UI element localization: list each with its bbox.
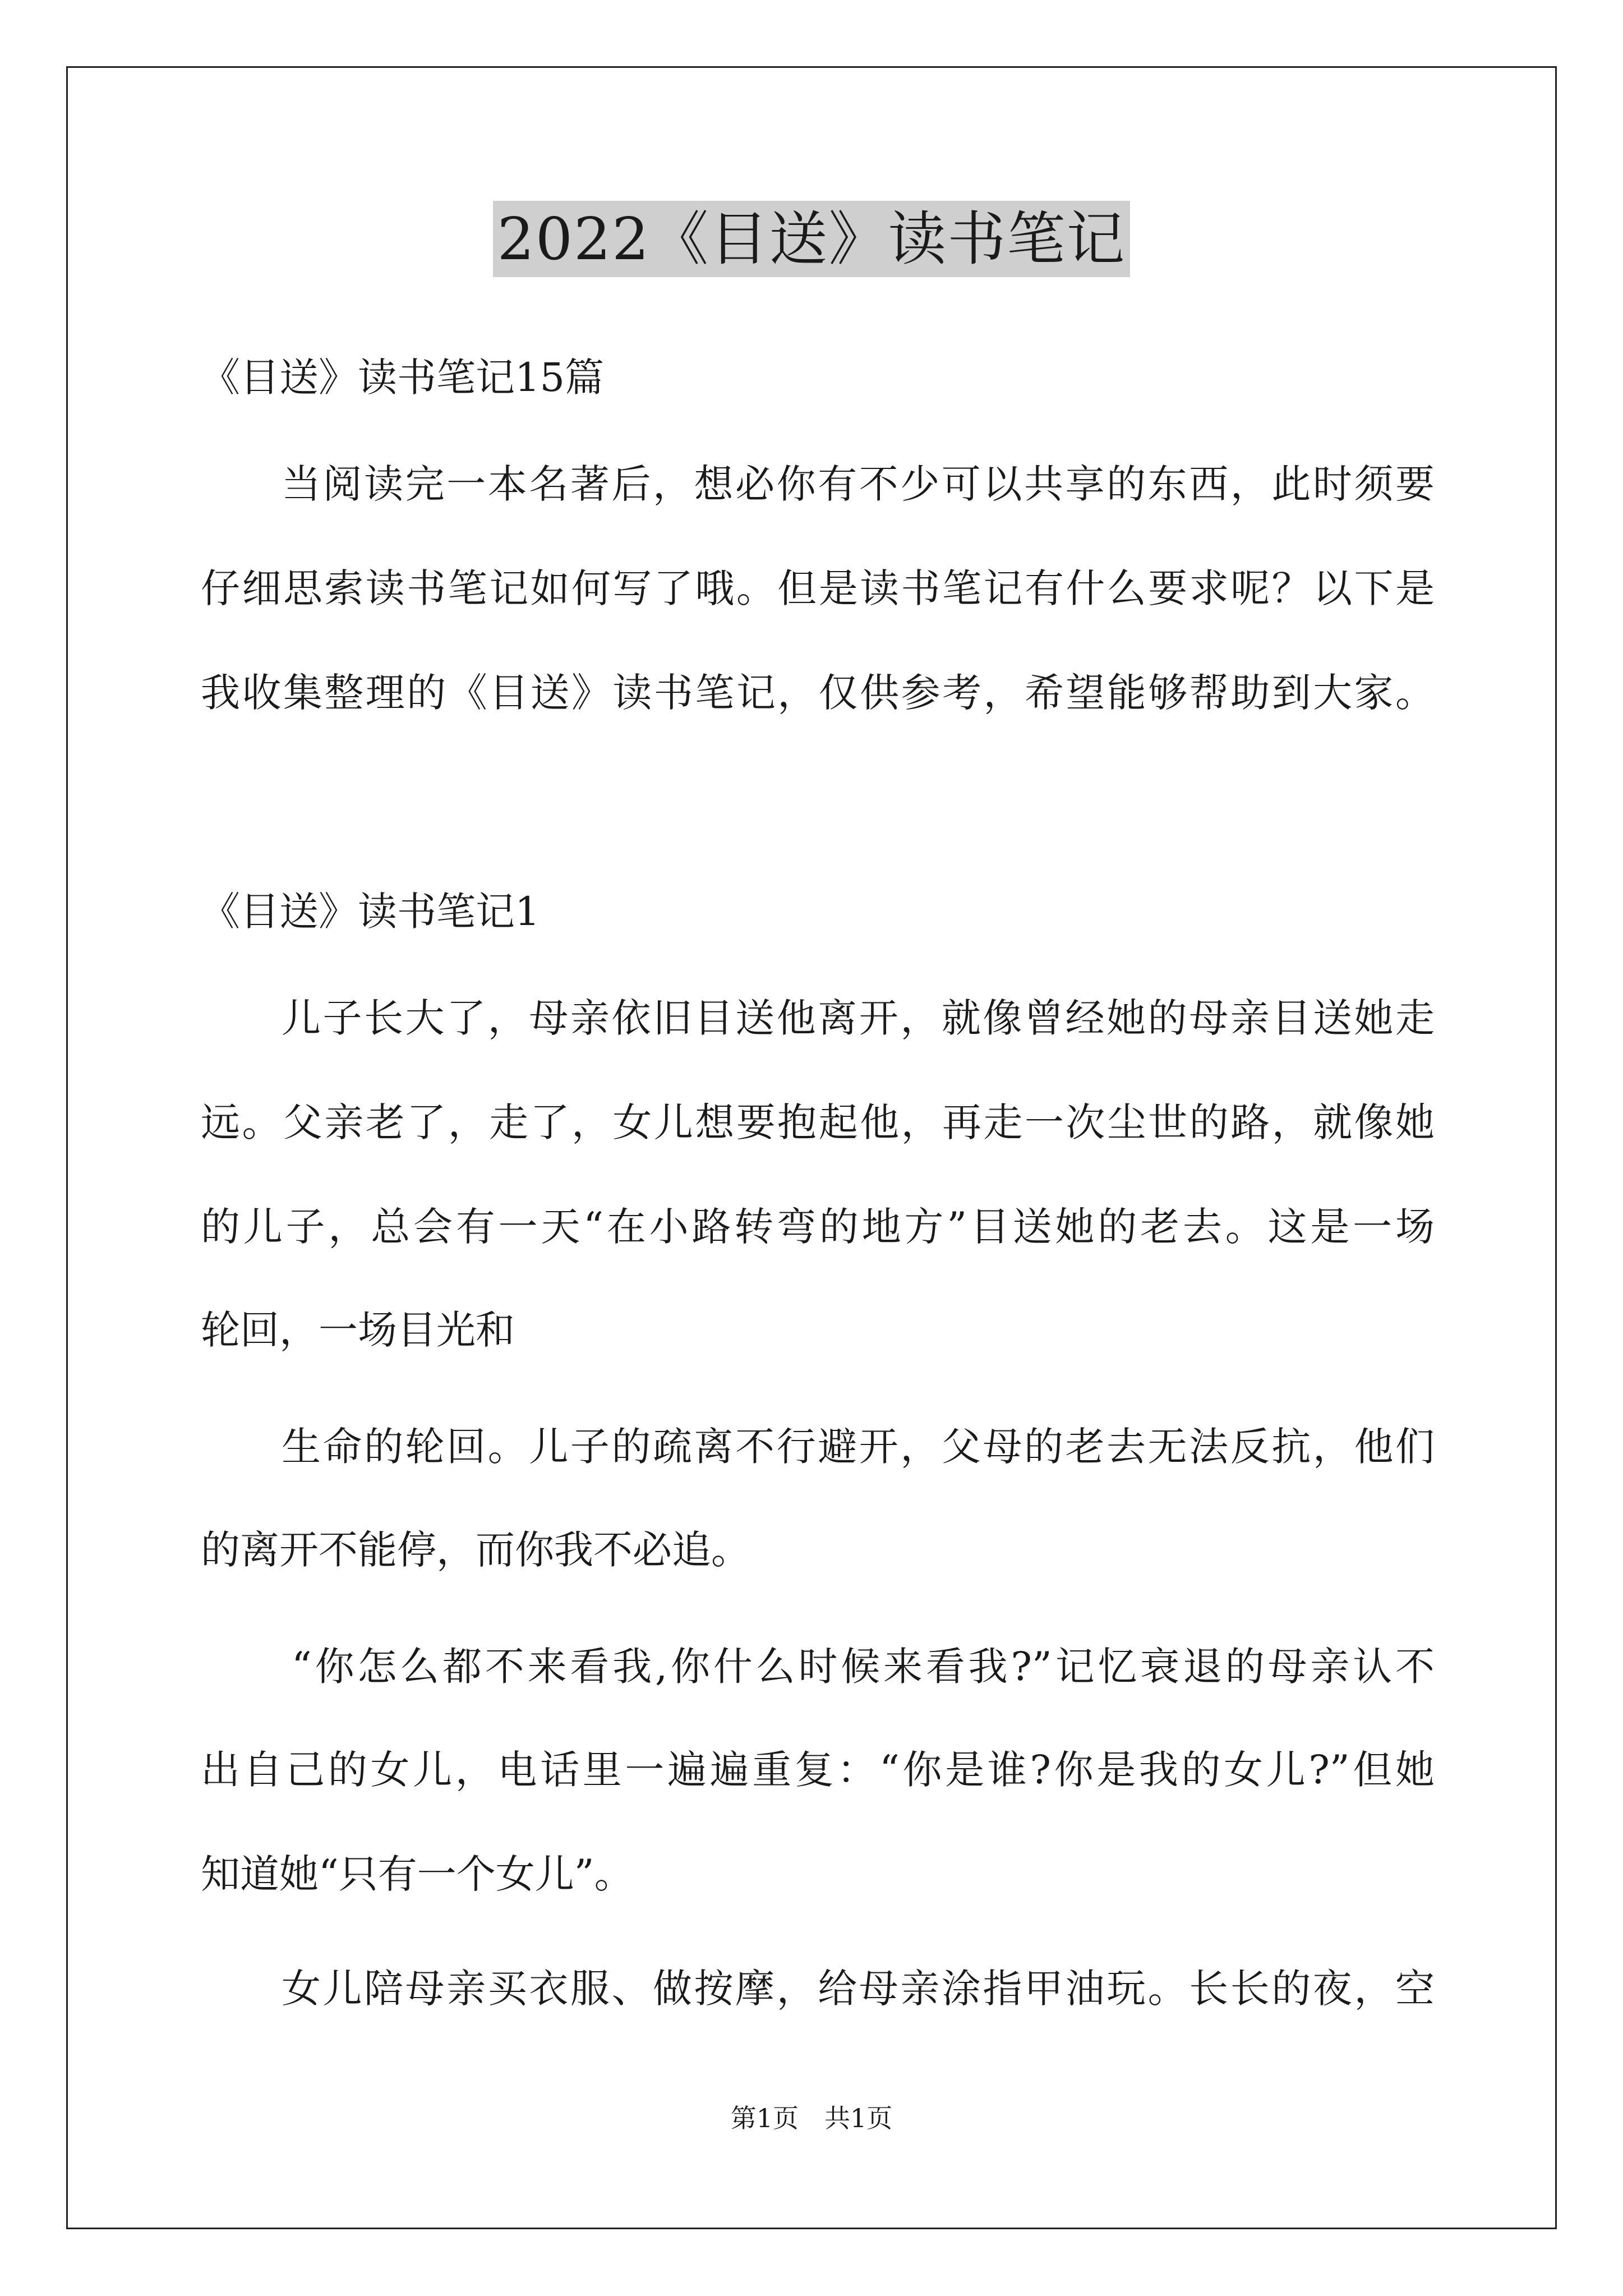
paragraph-line: 的离开不能停，而你我不必追。: [201, 1527, 750, 1573]
paragraph-line: 儿子长大了，母亲依旧目送他离开，就像曾经她的母亲目送她走: [282, 995, 1435, 1041]
paragraph-line: 远。父亲老了，走了，女儿想要抱起他，再走一次尘世的路，就像她: [201, 1099, 1435, 1145]
paragraph-line: 女儿陪母亲买衣服、做按摩，给母亲涂指甲油玩。长长的夜，空: [282, 1966, 1435, 2012]
page-footer: 第1页 共1页: [730, 2103, 893, 2133]
paragraph-line: 我收集整理的《目送》读书笔记，仅供参考，希望能够帮助到大家。: [201, 670, 1435, 716]
section-heading: 《目送》读书笔记1: [201, 889, 540, 935]
paragraph-line: 知道她“只有一个女儿”。: [201, 1851, 634, 1897]
subtitle: 《目送》读书笔记15篇: [201, 355, 605, 401]
paragraph-line: 生命的轮回。儿子的疏离不行避开，父母的老去无法反抗，他们: [282, 1424, 1435, 1470]
paragraph-line: 出自己的女儿，电话里一遍遍重复：“你是谁?你是我的女儿?”但她: [201, 1747, 1435, 1793]
paragraph-line: 当阅读完一本名著后，想必你有不少可以共享的东西，此时须要: [282, 461, 1435, 507]
title-container: [0, 201, 1623, 277]
paragraph-line: 轮回，一场目光和: [201, 1307, 515, 1353]
paragraph-line: 的儿子，总会有一天“在小路转弯的地方”目送她的老去。这是一场: [201, 1204, 1435, 1250]
paragraph-line: “你怎么都不来看我,你什么时候来看我?”记忆衰退的母亲认不: [292, 1644, 1435, 1690]
paragraph-line: 仔细思索读书笔记如何写了哦。但是读书笔记有什么要求呢？以下是: [201, 565, 1435, 611]
document-title: 2022《目送》读书笔记: [493, 201, 1131, 277]
